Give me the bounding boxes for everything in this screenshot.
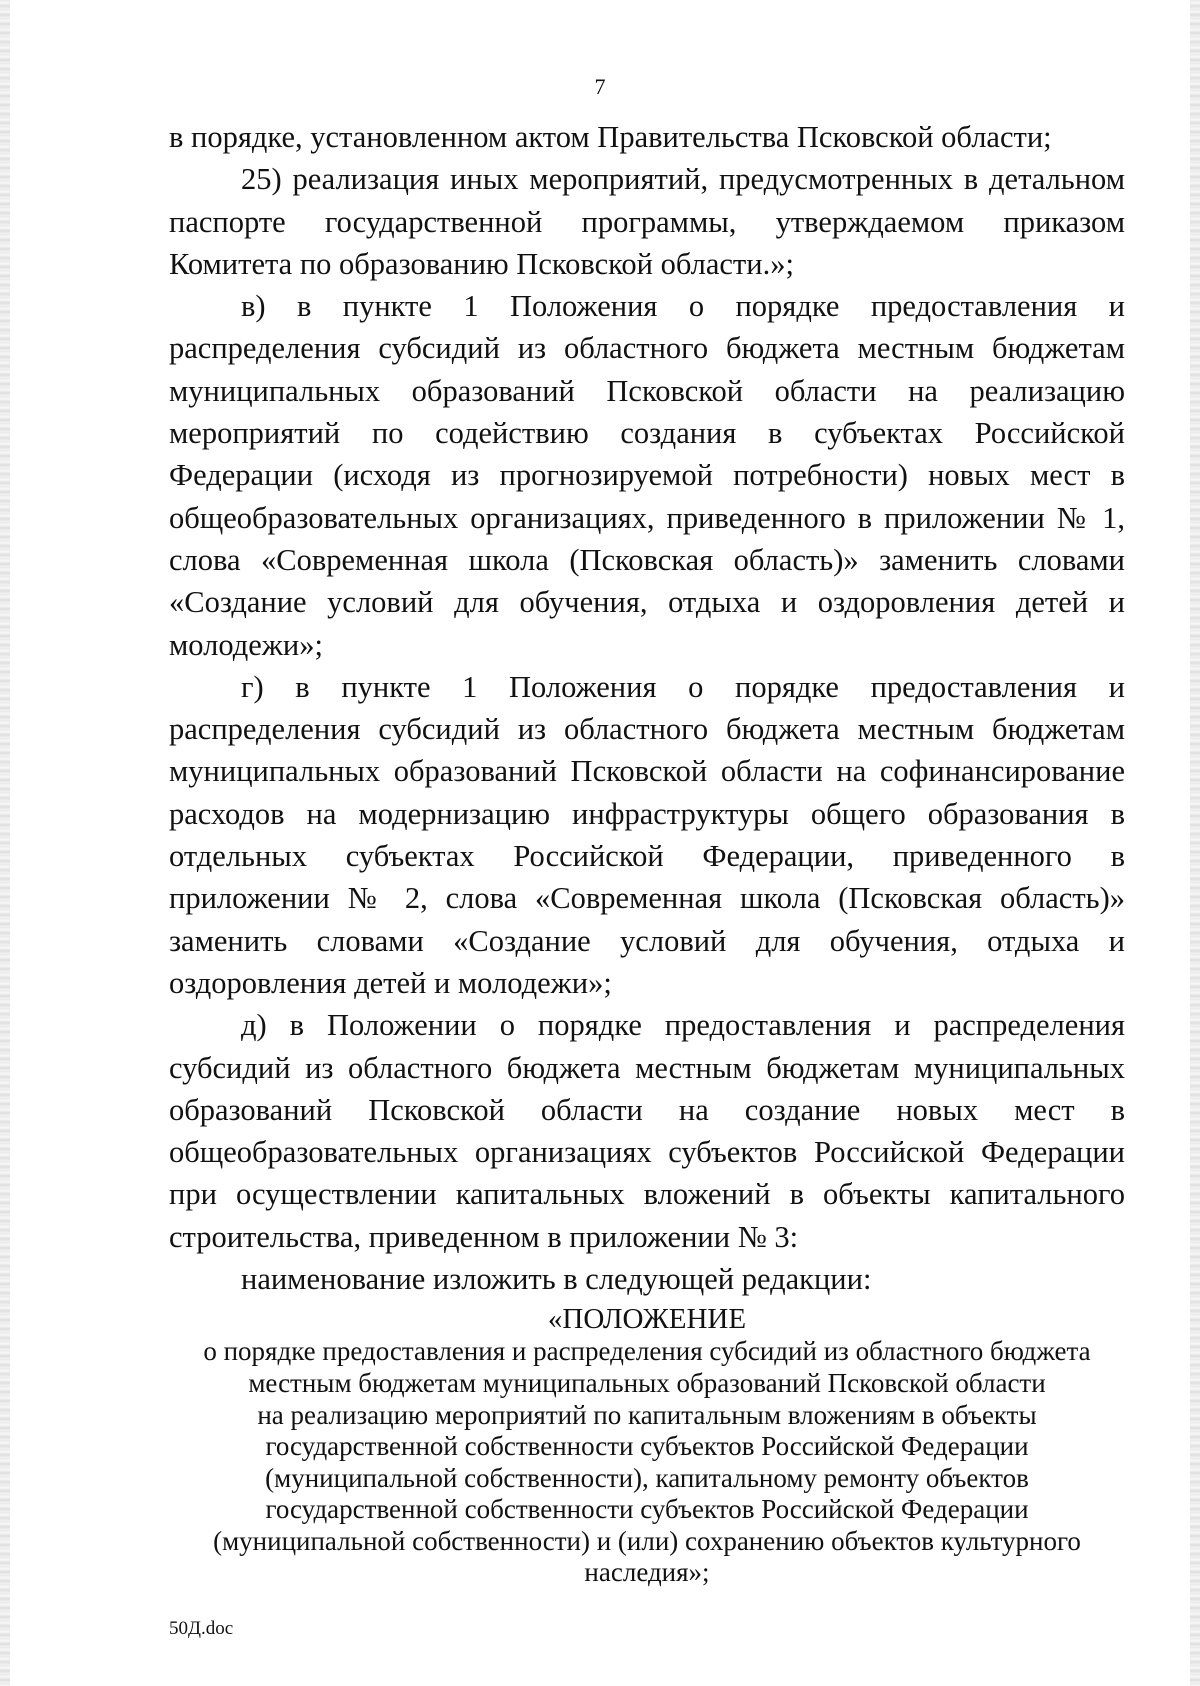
heading-line: государственной собственности субъектов Российской Федерации xyxy=(265,1431,1029,1462)
scan-edge-left xyxy=(0,0,10,1686)
paragraph-item-25: 25) реализация иных мероприятий, предусмотренных в детальном паспорте государственной программы, утверждаемом приказом Комитета по образованию Псковской области.»; xyxy=(169,162,1125,281)
regulation-title: «ПОЛОЖЕНИЕ xyxy=(547,1303,747,1336)
paragraph-item-g: г) в пункте 1 Положения о порядке предоставления и распределения субсидий из областного бюджета местным бюджетам муниципальных образований Псковской области на софинансирование расходов на модернизацию инфраструктуры общего образования в отдельных субъектах Российской Федерации, приведенного в приложении № 2, слова «Современная школа (Псковская область)» заменить словами «Создание условий для обучения, отдыха и оздоровления детей и молодежи»; xyxy=(169,669,1125,1000)
paragraph-rename-instruction: наименование изложить в следующей редакции: xyxy=(241,1262,872,1297)
heading-line: о порядке предоставления и распределения субсидий из областного бюджета xyxy=(203,1336,1091,1367)
heading-line: (муниципальной собственности) и (или) сохранению объектов культурного xyxy=(213,1525,1081,1556)
document-body xyxy=(169,116,1125,1589)
footer-filename: 50Д.doc xyxy=(169,1618,234,1639)
paragraph-item-d: д) в Положении о порядке предоставления и распределения субсидий из областного бюджета местным бюджетам муниципальных образований Псковской области на создание новых мест в общеобразовательных организациях субъектов Российской Федерации при осуществлении капитальных вложений в объекты капитального строительства, приведенном в приложении № 3: xyxy=(169,1008,1125,1254)
page-number: 7 xyxy=(594,74,606,99)
heading-line: государственной собственности субъектов Российской Федерации xyxy=(265,1494,1029,1525)
paragraph-continuation: в порядке, установленном актом Правительства Псковской области; xyxy=(169,120,1052,154)
scan-edge-right xyxy=(1190,0,1200,1686)
heading-line: наследия»; xyxy=(584,1557,710,1588)
heading-line: (муниципальной собственности), капитальному ремонту объектов xyxy=(265,1462,1029,1493)
paragraph-item-v: в) в пункте 1 Положения о порядке предоставления и распределения субсидий из областного бюджета местным бюджетам муниципальных образований Псковской области на реализацию мероприятий по содействию создания в субъектах Российской Федерации (исходя из прогнозируемой потребности) новых мест в общеобразовательных организациях, приведенного в приложении № 1, слова «Современная школа (Псковская область)» заменить словами «Создание условий для обучения, отдыха и оздоровления детей и молодежи»; xyxy=(169,289,1125,662)
heading-line: на реализацию мероприятий по капитальным вложениям в объекты xyxy=(257,1399,1037,1430)
heading-line: местным бюджетам муниципальных образований Псковской области xyxy=(248,1367,1046,1398)
regulation-heading xyxy=(169,1302,1125,1589)
